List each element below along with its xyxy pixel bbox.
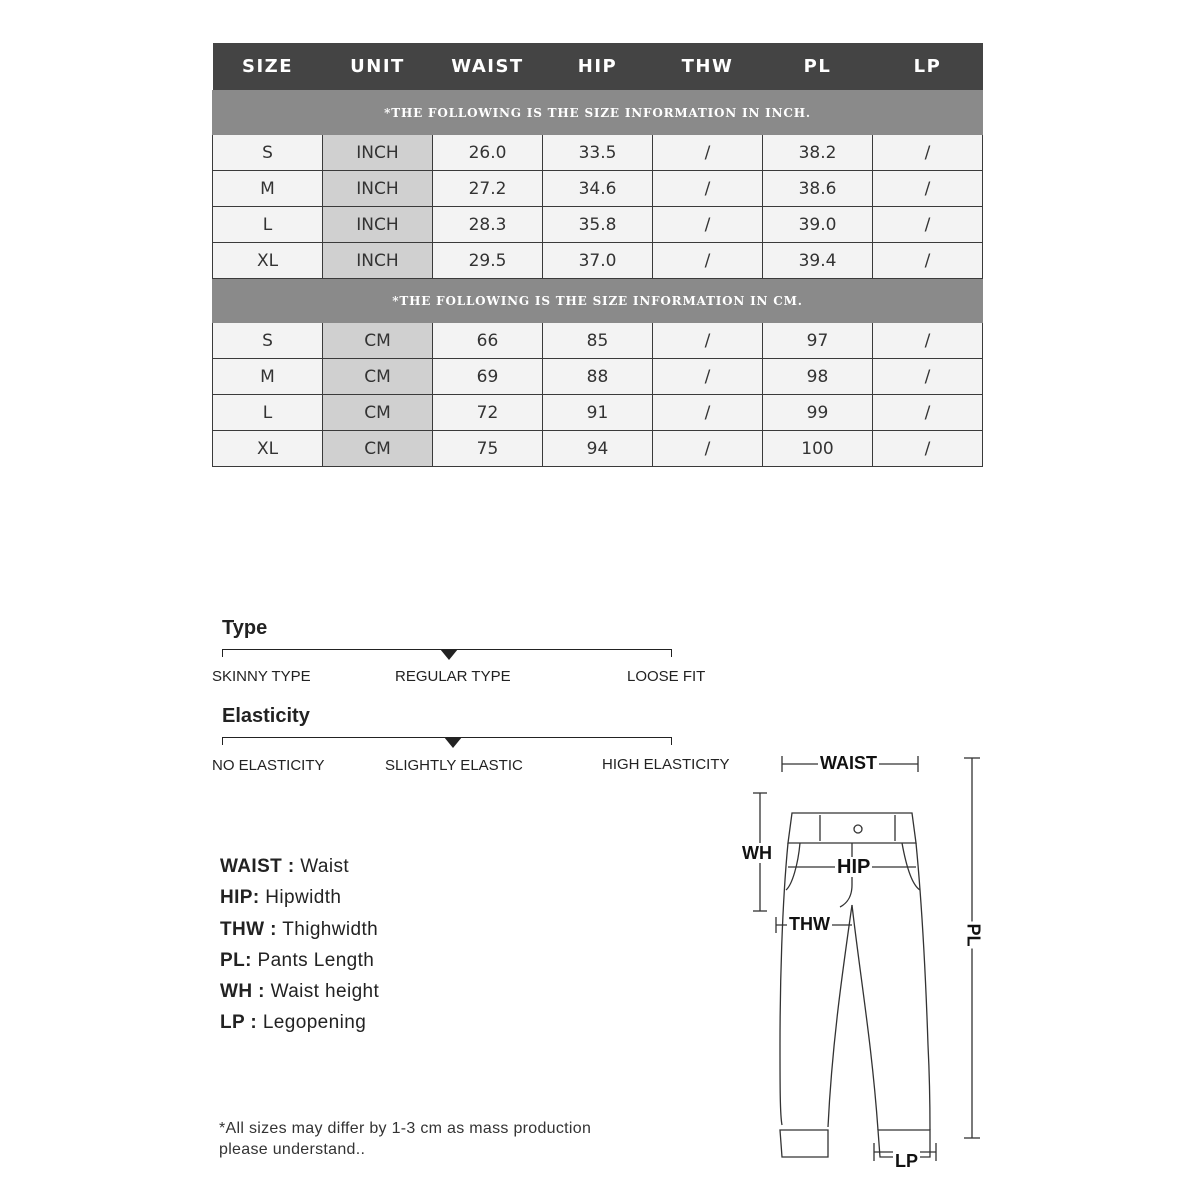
- button-icon: [854, 825, 862, 833]
- cell-hip: 94: [543, 431, 653, 467]
- header-thw: THW: [653, 43, 763, 91]
- legend-value: Waist height: [270, 981, 380, 1003]
- disclaimer-line: please understand..: [219, 1141, 366, 1158]
- cell-unit: INCH: [323, 207, 433, 243]
- cell-thw: /: [653, 359, 763, 395]
- legend-value: Pants Length: [257, 949, 375, 971]
- cell-unit: CM: [323, 359, 433, 395]
- cell-lp: /: [873, 359, 983, 395]
- diagram-label-waist: WAIST: [820, 753, 877, 773]
- legend-key: LP :: [220, 1012, 258, 1034]
- section-note-row: [213, 279, 983, 323]
- table-header-row: [213, 43, 983, 91]
- type-title: Type: [222, 617, 268, 639]
- cell-size: XL: [213, 243, 323, 279]
- cell-thw: /: [653, 431, 763, 467]
- header-waist: WAIST: [433, 43, 543, 91]
- cell-waist: 26.0: [433, 135, 543, 171]
- cell-thw: /: [653, 323, 763, 359]
- header-hip: HIP: [543, 43, 653, 91]
- cell-pl: 38.6: [763, 171, 873, 207]
- cell-thw: /: [653, 135, 763, 171]
- elasticity-label-no: NO ELASTICITY: [212, 757, 325, 774]
- cell-size: S: [213, 323, 323, 359]
- cell-pl: 100: [763, 431, 873, 467]
- table-row: [213, 359, 983, 395]
- legend-value: Hipwidth: [265, 887, 342, 909]
- cell-waist: 69: [433, 359, 543, 395]
- cell-pl: 97: [763, 323, 873, 359]
- diagram-label-hip: HIP: [837, 856, 871, 878]
- header-size: SIZE: [213, 43, 323, 91]
- disclaimer-line: *All sizes may differ by 1-3 cm as mass production: [219, 1120, 592, 1137]
- cell-waist: 66: [433, 323, 543, 359]
- table-row: [213, 431, 983, 467]
- legend-key: WH :: [220, 981, 265, 1003]
- size-table: [212, 43, 983, 467]
- cell-size: XL: [213, 431, 323, 467]
- type-selected-marker-icon: [440, 649, 458, 660]
- header-lp: LP: [873, 43, 983, 91]
- legend-item: [220, 856, 379, 887]
- cell-hip: 34.6: [543, 171, 653, 207]
- cell-thw: /: [653, 207, 763, 243]
- cell-waist: 75: [433, 431, 543, 467]
- legend-item: [220, 950, 379, 981]
- measurement-legend: [220, 856, 379, 1044]
- cell-thw: /: [653, 171, 763, 207]
- right-leg-outline: [916, 843, 930, 1130]
- left-leg-outline: [780, 843, 788, 1125]
- legend-key: PL:: [220, 949, 252, 971]
- cell-size: M: [213, 171, 323, 207]
- cell-lp: /: [873, 135, 983, 171]
- cell-unit: INCH: [323, 135, 433, 171]
- elasticity-selected-marker-icon: [444, 737, 462, 748]
- cell-lp: /: [873, 171, 983, 207]
- legend-item: [220, 919, 379, 950]
- table-row: [213, 171, 983, 207]
- waistband-outline: [788, 813, 916, 843]
- cell-unit: CM: [323, 431, 433, 467]
- cell-lp: /: [873, 323, 983, 359]
- pants-measurement-diagram: [730, 745, 1010, 1175]
- cell-hip: 33.5: [543, 135, 653, 171]
- elasticity-label-high: HIGH ELASTICITY: [602, 756, 730, 773]
- cell-hip: 88: [543, 359, 653, 395]
- cell-waist: 72: [433, 395, 543, 431]
- size-disclaimer: [219, 1118, 591, 1160]
- elasticity-title: Elasticity: [222, 705, 310, 727]
- cell-hip: 37.0: [543, 243, 653, 279]
- cell-waist: 29.5: [433, 243, 543, 279]
- cell-lp: /: [873, 395, 983, 431]
- cell-hip: 35.8: [543, 207, 653, 243]
- right-inseam: [852, 905, 878, 1130]
- section-note-inch: *THE FOLLOWING IS THE SIZE INFORMATION IN INCH.: [213, 91, 983, 135]
- cell-pl: 98: [763, 359, 873, 395]
- cell-lp: /: [873, 243, 983, 279]
- cell-size: L: [213, 395, 323, 431]
- cell-lp: /: [873, 431, 983, 467]
- legend-item: [220, 1012, 379, 1043]
- diagram-label-wh: WH: [742, 843, 772, 863]
- legend-item: [220, 887, 379, 918]
- cell-thw: /: [653, 243, 763, 279]
- table-row: [213, 135, 983, 171]
- cell-size: S: [213, 135, 323, 171]
- cell-lp: /: [873, 207, 983, 243]
- cell-size: L: [213, 207, 323, 243]
- cell-unit: CM: [323, 323, 433, 359]
- cell-hip: 91: [543, 395, 653, 431]
- cell-pl: 39.0: [763, 207, 873, 243]
- cell-size: M: [213, 359, 323, 395]
- table-row: [213, 243, 983, 279]
- type-label-loose: LOOSE FIT: [627, 668, 706, 685]
- section-note-row: [213, 91, 983, 135]
- cell-thw: /: [653, 395, 763, 431]
- cell-pl: 38.2: [763, 135, 873, 171]
- cell-pl: 99: [763, 395, 873, 431]
- table-row: [213, 395, 983, 431]
- cell-hip: 85: [543, 323, 653, 359]
- cell-unit: INCH: [323, 243, 433, 279]
- legend-key: WAIST :: [220, 856, 295, 877]
- legend-value: Waist: [300, 856, 350, 877]
- cell-unit: CM: [323, 395, 433, 431]
- legend-value: Legopening: [262, 1012, 367, 1034]
- header-pl: PL: [763, 43, 873, 91]
- table-row: [213, 323, 983, 359]
- legend-item: [220, 981, 379, 1012]
- type-label-skinny: SKINNY TYPE: [212, 668, 311, 685]
- pants-illustration: [730, 745, 1010, 1175]
- cell-unit: INCH: [323, 171, 433, 207]
- diagram-label-lp: LP: [895, 1151, 919, 1171]
- elasticity-label-slight: SLIGHTLY ELASTIC: [385, 757, 523, 774]
- legend-value: Thighwidth: [282, 918, 379, 940]
- diagram-label-pl: PL: [963, 923, 984, 947]
- cell-pl: 39.4: [763, 243, 873, 279]
- cell-waist: 27.2: [433, 171, 543, 207]
- left-cuff: [780, 1130, 828, 1157]
- diagram-label-thw: THW: [789, 914, 830, 934]
- type-label-regular: REGULAR TYPE: [395, 668, 511, 685]
- legend-key: HIP:: [220, 887, 260, 909]
- header-unit: UNIT: [323, 43, 433, 91]
- cell-waist: 28.3: [433, 207, 543, 243]
- table-row: [213, 207, 983, 243]
- legend-key: THW :: [220, 918, 277, 940]
- left-inseam: [828, 905, 852, 1127]
- section-note-cm: *THE FOLLOWING IS THE SIZE INFORMATION IN CM.: [213, 279, 983, 323]
